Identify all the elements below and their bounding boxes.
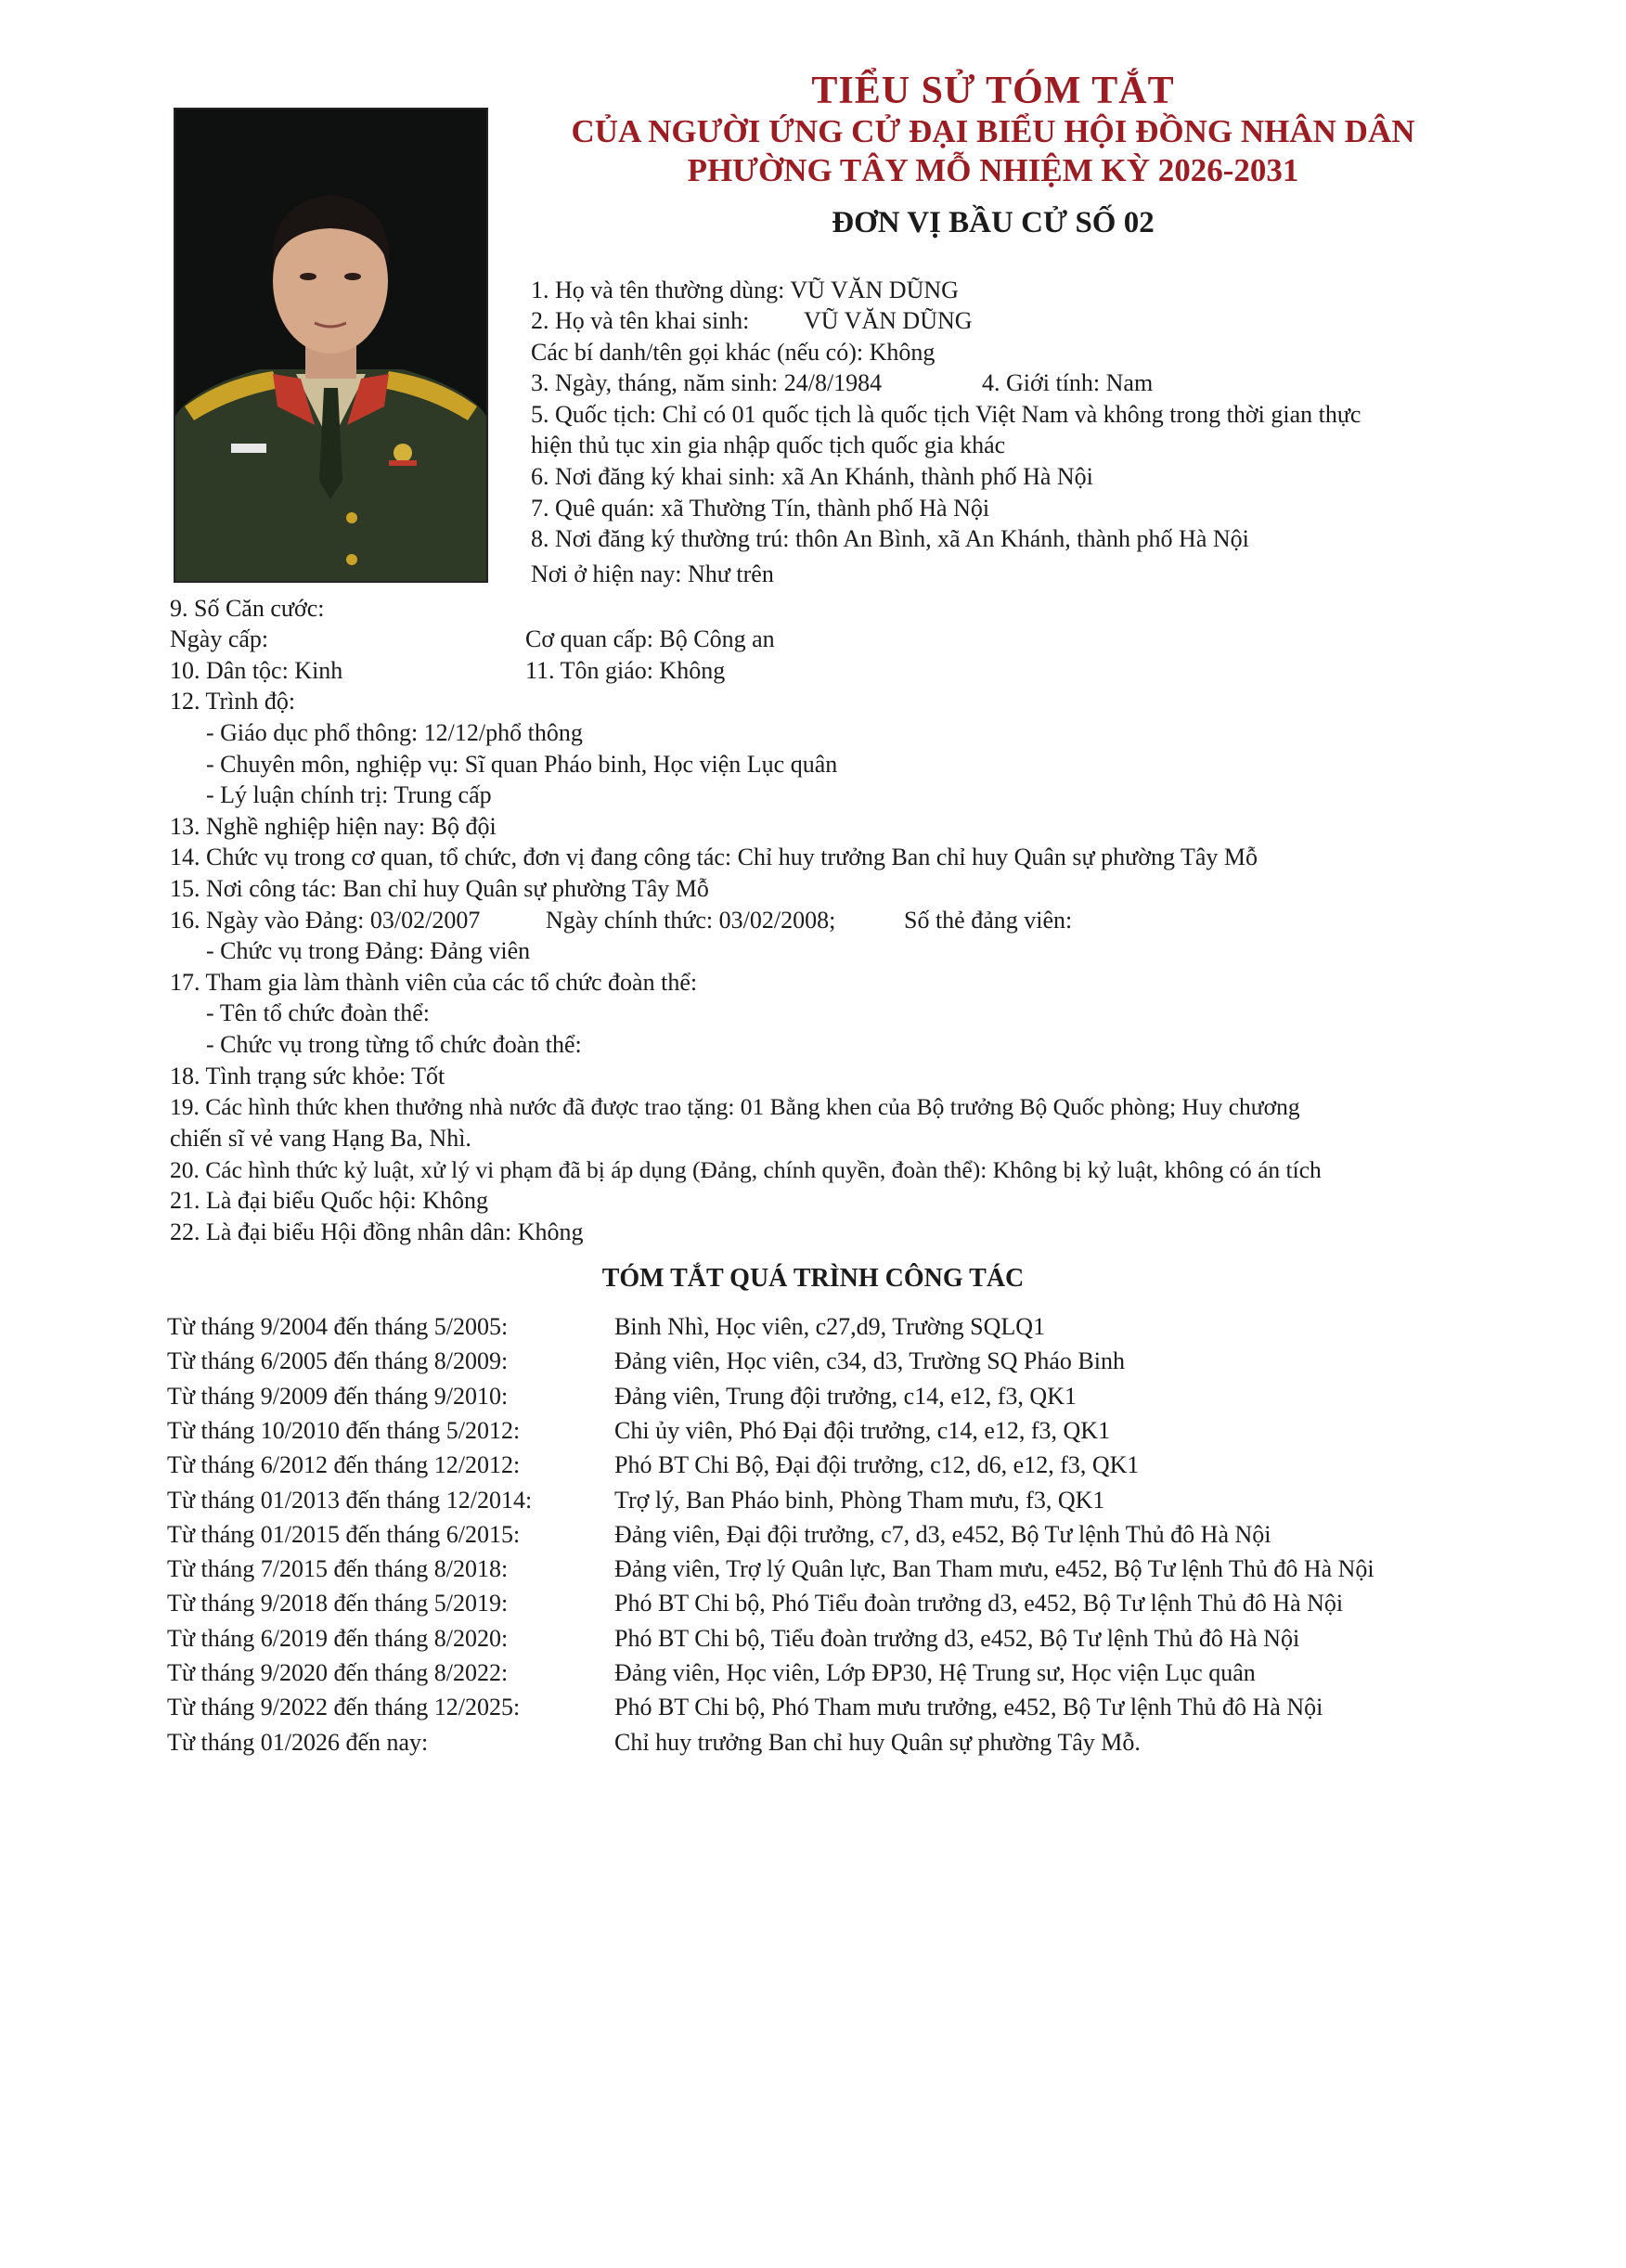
bio-position: 14. Chức vụ trong cơ quan, tổ chức, đơn vị đang công tác: Chỉ huy trưởng Ban chỉ huy Quân sự phường Tây Mỗ (170, 844, 1258, 870)
work-description: Phó BT Chi Bộ, Đại đội trưởng, c12, d6, e12, f3, QK1 (614, 1451, 1140, 1479)
bio-party-position: - Chức vụ trong Đảng: Đảng viên (206, 937, 531, 964)
bio-hometown: 7. Quê quán: xã Thường Tín, thành phố Hà Nội (531, 495, 990, 522)
work-description: Chi ủy viên, Phó Đại đội trưởng, c14, e12, f3, QK1 (614, 1416, 1111, 1444)
bio-education-political: - Lý luận chính trị: Trung cấp (206, 781, 492, 808)
bio-party-official-date: Ngày chính thức: 03/02/2008; (546, 907, 836, 934)
work-history-row (167, 1590, 1466, 1621)
bio-id-issuer: Cơ quan cấp: Bộ Công an (525, 625, 775, 652)
work-period: Từ tháng 9/2020 đến tháng 8/2022: (167, 1659, 509, 1686)
bio-nationality: 5. Quốc tịch: Chỉ có 01 quốc tịch là quốc tịch Việt Nam và không trong thời gian thực (531, 401, 1361, 428)
work-description: Đảng viên, Học viên, c34, d3, Trường SQ Pháo Binh (614, 1347, 1125, 1375)
electoral-unit: ĐƠN VỊ BẦU CỬ SỐ 02 (832, 206, 1155, 239)
work-description: Chỉ huy trưởng Ban chỉ huy Quân sự phường Tây Mỗ. (614, 1728, 1141, 1756)
work-period: Từ tháng 10/2010 đến tháng 5/2012: (167, 1416, 521, 1444)
work-period: Từ tháng 6/2012 đến tháng 12/2012: (167, 1451, 521, 1479)
bio-party-join-date: 16. Ngày vào Đảng: 03/02/2007 (170, 907, 481, 934)
bio-awards: 19. Các hình thức khen thưởng nhà nước đã được trao tặng: 01 Bằng khen của Bộ trưởng Bộ Quốc phòng; Huy chương (170, 1093, 1300, 1120)
document-subtitle-2: PHƯỜNG TÂY MỖ NHIỆM KỲ 2026-2031 (687, 152, 1299, 188)
bio-id-issue-date: Ngày cấp: (170, 625, 269, 652)
work-description: Phó BT Chi bộ, Tiểu đoàn trưởng d3, e452, Bộ Tư lệnh Thủ đô Hà Nội (614, 1624, 1300, 1652)
bio-education-professional: - Chuyên môn, nghiệp vụ: Sĩ quan Pháo binh, Học viện Lục quân (206, 751, 838, 778)
work-history-row (167, 1659, 1466, 1691)
bio-common-name: 1. Họ và tên thường dùng: VŨ VĂN DŨNG (531, 277, 959, 303)
work-history-row (167, 1313, 1466, 1345)
bio-occupation: 13. Nghề nghiệp hiện nay: Bộ đội (170, 813, 497, 840)
bio-current-residence: Nơi ở hiện nay: Như trên (531, 561, 774, 587)
bio-national-assembly: 21. Là đại biểu Quốc hội: Không (170, 1187, 488, 1214)
bio-birth-registration: 6. Nơi đăng ký khai sinh: xã An Khánh, thành phố Hà Nội (531, 463, 1093, 490)
work-description: Đảng viên, Đại đội trưởng, c7, d3, e452, Bộ Tư lệnh Thủ đô Hà Nội (614, 1520, 1271, 1548)
bio-id-number: 9. Số Căn cước: (170, 595, 325, 622)
work-history-row (167, 1555, 1466, 1587)
bio-education-heading: 12. Trình độ: (170, 688, 296, 715)
bio-birth-name-label: 2. Họ và tên khai sinh: (531, 307, 750, 334)
work-description: Binh Nhì, Học viên, c27,d9, Trường SQLQ1 (614, 1313, 1046, 1340)
work-description: Phó BT Chi bộ, Phó Tham mưu trưởng, e452, Bộ Tư lệnh Thủ đô Hà Nội (614, 1694, 1323, 1721)
work-description: Đảng viên, Học viên, Lớp ĐP30, Hệ Trung sư, Học viện Lục quân (614, 1659, 1256, 1686)
bio-aliases: Các bí danh/tên gọi khác (nếu có): Không (531, 339, 936, 366)
portrait-photo (174, 108, 488, 583)
work-description: Đảng viên, Trung đội trưởng, c14, e12, f3, QK1 (614, 1382, 1077, 1410)
bio-birth-name-value: VŨ VĂN DŨNG (804, 307, 973, 334)
bio-awards-cont: chiến sĩ vẻ vang Hạng Ba, Nhì. (170, 1125, 471, 1152)
document-subtitle-1: CỦA NGƯỜI ỨNG CỬ ĐẠI BIỂU HỘI ĐỒNG NHÂN DÂN (571, 113, 1415, 149)
bio-ethnicity: 10. Dân tộc: Kinh (170, 657, 343, 684)
work-history-row (167, 1487, 1466, 1518)
work-period: Từ tháng 01/2015 đến tháng 6/2015: (167, 1520, 521, 1548)
work-period: Từ tháng 6/2019 đến tháng 8/2020: (167, 1624, 509, 1652)
bio-organization-name: - Tên tổ chức đoàn thể: (206, 999, 431, 1026)
bio-organizations-heading: 17. Tham gia làm thành viên của các tổ chức đoàn thể: (170, 969, 698, 996)
bio-organization-position: - Chức vụ trong từng tổ chức đoàn thể: (206, 1031, 582, 1058)
bio-education-general: - Giáo dục phổ thông: 12/12/phổ thông (206, 719, 583, 746)
work-history-row (167, 1383, 1466, 1414)
work-history-row (167, 1521, 1466, 1553)
work-history-row (167, 1625, 1466, 1656)
bio-workplace: 15. Nơi công tác: Ban chỉ huy Quân sự phường Tây Mỗ (170, 875, 709, 902)
work-period: Từ tháng 7/2015 đến tháng 8/2018: (167, 1555, 509, 1583)
work-period: Từ tháng 9/2009 đến tháng 9/2010: (167, 1382, 509, 1410)
work-history-row (167, 1694, 1466, 1725)
bio-birth-date: 3. Ngày, tháng, năm sinh: 24/8/1984 (531, 369, 883, 396)
work-period: Từ tháng 01/2026 đến nay: (167, 1728, 429, 1756)
work-description: Đảng viên, Trợ lý Quân lực, Ban Tham mưu, e452, Bộ Tư lệnh Thủ đô Hà Nội (614, 1555, 1374, 1583)
document-title: TIỂU SỬ TÓM TẮT (811, 70, 1175, 112)
work-history-title: TÓM TẮT QUÁ TRÌNH CÔNG TÁC (601, 1264, 1025, 1293)
work-period: Từ tháng 6/2005 đến tháng 8/2009: (167, 1347, 509, 1375)
work-history-row (167, 1451, 1466, 1483)
bio-gender: 4. Giới tính: Nam (982, 369, 1154, 396)
work-period: Từ tháng 9/2018 đến tháng 5/2019: (167, 1590, 509, 1617)
work-period: Từ tháng 01/2013 đến tháng 12/2014: (167, 1486, 533, 1514)
work-period: Từ tháng 9/2022 đến tháng 12/2025: (167, 1694, 521, 1721)
bio-religion: 11. Tôn giáo: Không (525, 657, 726, 684)
bio-party-card-number: Số thẻ đảng viên: (904, 907, 1073, 934)
bio-nationality-cont: hiện thủ tục xin gia nhập quốc tịch quốc gia khác (531, 432, 1006, 458)
work-description: Phó BT Chi bộ, Phó Tiểu đoàn trưởng d3, e452, Bộ Tư lệnh Thủ đô Hà Nội (614, 1590, 1344, 1617)
bio-health: 18. Tình trạng sức khỏe: Tốt (170, 1063, 445, 1089)
bio-discipline: 20. Các hình thức kỷ luật, xử lý vi phạm đã bị áp dụng (Đảng, chính quyền, đoàn thể): Không bị kỷ luật, không có án tích (170, 1156, 1322, 1183)
work-description: Trợ lý, Ban Pháo binh, Phòng Tham mưu, f3, QK1 (614, 1486, 1105, 1514)
work-history-row (167, 1729, 1466, 1760)
bio-permanent-residence: 8. Nơi đăng ký thường trú: thôn An Bình, xã An Khánh, thành phố Hà Nội (531, 525, 1249, 552)
bio-people-council: 22. Là đại biểu Hội đồng nhân dân: Không (170, 1218, 584, 1245)
work-history-row (167, 1347, 1466, 1379)
work-period: Từ tháng 9/2004 đến tháng 5/2005: (167, 1313, 509, 1340)
work-history-row (167, 1417, 1466, 1449)
